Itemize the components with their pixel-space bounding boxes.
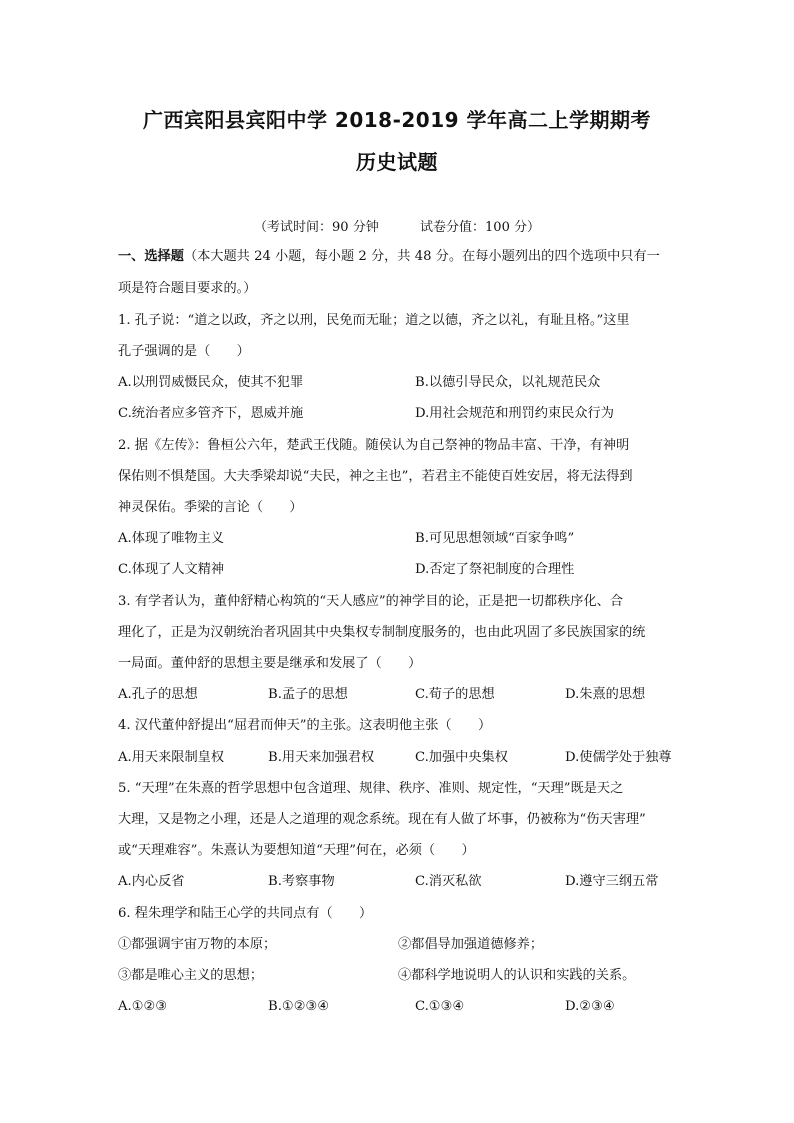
- exam-subtitle: 历史试题: [356, 150, 438, 174]
- question-5-stem: 5. “天理”在朱熹的哲学思想中包含道理、规律、秩序、准则、规定性，“天理”既是天之: [118, 781, 624, 796]
- question-6-statement-4: ④都科学地说明人的认识和实践的关系。: [398, 968, 636, 983]
- question-2-option-d: D.否定了祭祀制度的合理性: [415, 562, 575, 577]
- question-2-option-a: A.体现了唯物主义: [118, 531, 225, 546]
- exam-meta: [0, 216, 794, 235]
- question-3-option-a: A.孔子的思想: [118, 687, 198, 702]
- question-3-option-b: B.孟子的思想: [268, 687, 348, 702]
- question-6-stem: 6. 程朱理学和陆王心学的共同点有（ ）: [118, 906, 373, 921]
- question-5-option-b: B.考察事物: [268, 874, 335, 889]
- question-3-option-c: C.荀子的思想: [415, 687, 495, 702]
- question-2-stem: 保佑则不惧楚国。大夫季梁却说“夫民，神之主也”，若君主不能使百姓安居，将无法得到: [118, 469, 633, 484]
- question-4-stem: 4. 汉代董仲舒提出“屈君而伸天”的主张。这表明他主张（ ）: [118, 718, 492, 733]
- question-6-statement-2: ②都倡导加强道德修养；: [398, 937, 544, 952]
- question-2-option-b: B.可见思想领域“百家争鸣”: [415, 531, 575, 546]
- question-5-option-d: D.遵守三纲五常: [565, 874, 659, 889]
- question-5-option-c: C.消灭私欲: [415, 874, 482, 889]
- question-1-option-c: C.统治者应多管齐下，恩威并施: [118, 406, 304, 421]
- question-6-option-c: C.①③④: [415, 999, 465, 1014]
- exam-score: 试卷分值：100 分）: [420, 220, 540, 235]
- section-header: [118, 247, 683, 267]
- question-6-option-d: D.②③④: [565, 999, 615, 1014]
- question-3-stem: 一局面。董仲舒的思想主要是继承和发展了（ ）: [118, 656, 422, 671]
- question-3-stem: 3. 有学者认为，董仲舒精心构筑的“天人感应”的神学目的论，正是把一切都秩序化、合: [118, 594, 624, 609]
- question-1-option-d: D.用社会规范和刑罚约束民众行为: [415, 406, 614, 421]
- question-5-option-a: A.内心反省: [118, 874, 185, 889]
- question-5-stem: 大理，又是物之小理，还是人之道理的观念系统。现在有人做了坏事，仍被称为“伤天害理”: [118, 812, 646, 827]
- question-2-stem: 神灵保佑。季梁的言论（ ）: [118, 500, 303, 515]
- question-3-stem: 理化了，正是为汉朝统治者巩固其中央集权专制制度服务的，也由此巩固了多民族国家的统: [118, 625, 646, 640]
- question-4-option-d: D.使儒学处于独尊: [565, 750, 672, 765]
- question-6-statement-3: ③都是唯心主义的思想；: [118, 968, 264, 983]
- question-1-stem: 孔子强调的是（ ）: [118, 344, 250, 359]
- section-instructions: （本大题共 24 小题，每小题 2 分，共 48 分。在每小题列出的四个选项中只有一: [183, 249, 660, 264]
- question-6-option-b: B.①②③④: [268, 999, 330, 1014]
- question-4-option-b: B.用天来加强君权: [268, 750, 375, 765]
- question-4-option-a: A.用天来限制皇权: [118, 750, 225, 765]
- section-label: 一、选择题: [118, 249, 184, 264]
- question-2-option-c: C.体现了人文精神: [118, 562, 225, 577]
- question-2-stem: 2. 据《左传》：鲁桓公六年，楚武王伐随。随侯认为自己祭神的物品丰富、干净，有神明: [118, 438, 630, 453]
- question-1-option-a: A.以刑罚威慑民众，使其不犯罪: [118, 375, 304, 390]
- question-1-stem: 1. 孔子说：“道之以政，齐之以刑，民免而无耻；道之以德，齐之以礼，有耻且格。”这里: [118, 313, 630, 328]
- question-1-option-b: B.以德引导民众，以礼规范民众: [415, 375, 601, 390]
- exam-time: （考试时间：90 分钟: [254, 220, 379, 235]
- question-5-stem: 或“天理难容”。朱熹认为要想知道“天理”何在，必须（ ）: [118, 843, 475, 858]
- question-6-statement-1: ①都强调宇宙万物的本原；: [118, 937, 277, 952]
- exam-title: 广西宾阳县宾阳中学 2018-2019 学年高二上学期期考: [142, 108, 652, 132]
- question-6-option-a: A.①②③: [118, 999, 168, 1014]
- question-4-option-c: C.加强中央集权: [415, 750, 508, 765]
- section-instructions-cont: 项是符合题目要求的。）: [118, 281, 257, 296]
- question-3-option-d: D.朱熹的思想: [565, 687, 646, 702]
